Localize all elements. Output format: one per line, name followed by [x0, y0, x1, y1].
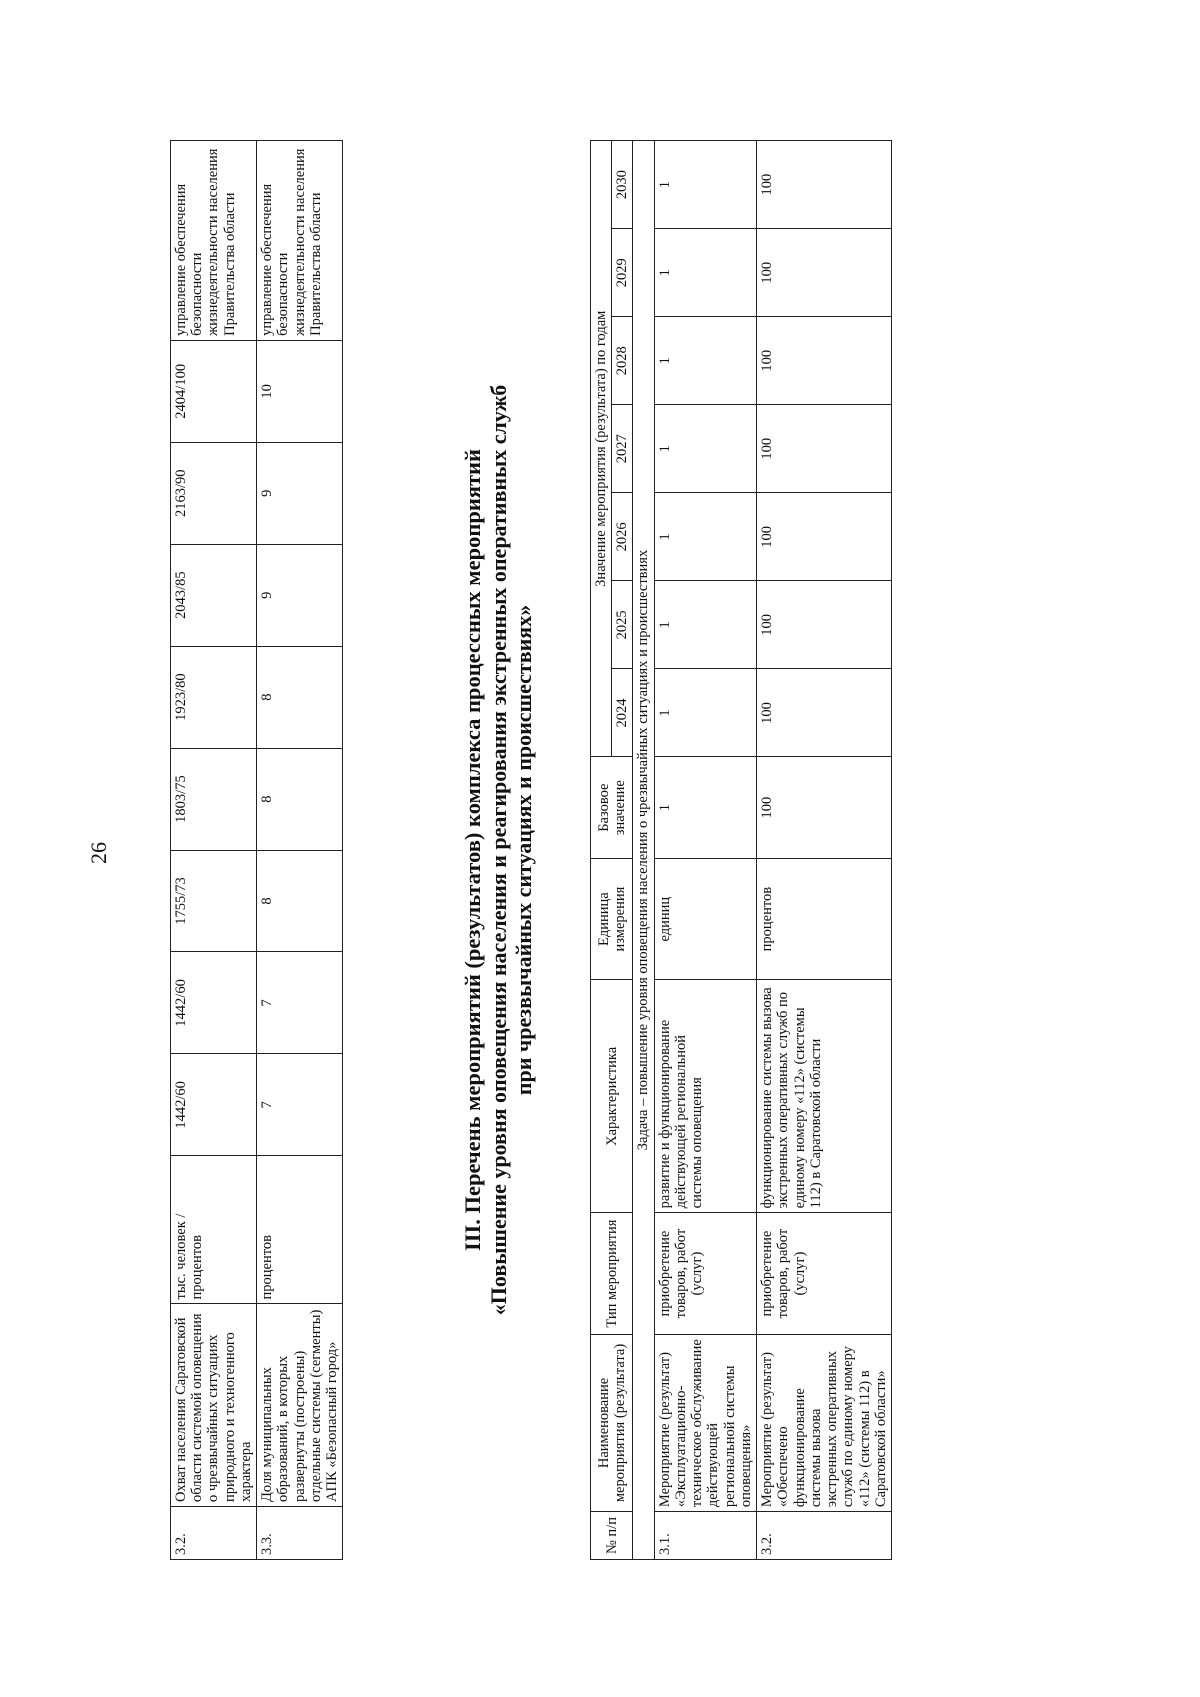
measure-unit: процентов — [757, 858, 892, 980]
indicator-value: 2043/85 — [171, 544, 257, 646]
indicator-value: 10 — [257, 340, 343, 442]
indicator-value: 9 — [257, 442, 343, 544]
measure-year-value: 100 — [757, 141, 892, 229]
measure-year-value: 1 — [654, 141, 756, 229]
header-year: 2027 — [612, 405, 633, 493]
measure-base: 100 — [757, 757, 892, 858]
indicator-value: 1442/60 — [171, 1054, 257, 1156]
measures-table — [590, 140, 892, 1560]
measure-year-value: 1 — [654, 493, 756, 581]
measure-type: приобретение товаров, работ (услуг) — [757, 1213, 892, 1335]
indicator-value: 1755/73 — [171, 850, 257, 952]
measure-type: приобретение товаров, работ (услуг) — [654, 1213, 756, 1335]
header-year: 2024 — [612, 669, 633, 757]
indicators-table-body — [171, 141, 343, 1560]
header-name: Наименование мероприятия (результата) — [591, 1334, 633, 1511]
measure-num: 3.2. — [757, 1512, 892, 1560]
task-text: Задача – повышение уровня оповещения населения о чрезвычайных ситуациях и происшествиях — [633, 141, 654, 1560]
indicator-row — [257, 141, 343, 1560]
indicator-value: 8 — [257, 748, 343, 850]
indicator-responsible: управление обеспечения безопасности жизнедеятельности населения Правительства области — [171, 141, 257, 341]
measure-row — [654, 141, 756, 1560]
measure-unit: единиц — [654, 858, 756, 980]
measure-year-value: 100 — [757, 405, 892, 493]
header-by-years: Значение мероприятия (результата) по годам — [591, 141, 612, 757]
header-year: 2026 — [612, 493, 633, 581]
indicator-value: 2163/90 — [171, 442, 257, 544]
measure-year-value: 100 — [757, 581, 892, 669]
indicator-value: 1442/60 — [171, 952, 257, 1054]
measure-row — [757, 141, 892, 1560]
section-heading — [460, 140, 536, 1560]
header-year: 2028 — [612, 317, 633, 405]
heading-line-2: «Повышение уровня оповещения населения и реагирования экстренных оперативных служб — [485, 384, 511, 1316]
indicators-table — [170, 140, 343, 1560]
indicator-row — [171, 141, 257, 1560]
measure-name: Мероприятие (результат) «Эксплуатационно-техническое обслуживание действующей региональной системы оповещения» — [654, 1334, 756, 1511]
indicator-num: 3.3. — [257, 1507, 343, 1560]
indicator-unit: процентов — [257, 1156, 343, 1304]
header-base: Базовое значение — [591, 757, 633, 858]
measure-num: 3.1. — [654, 1512, 756, 1560]
measure-year-value: 100 — [757, 229, 892, 317]
header-type: Тип мероприятия — [591, 1213, 633, 1335]
measure-year-value: 100 — [757, 317, 892, 405]
indicator-value: 9 — [257, 544, 343, 646]
task-row — [633, 141, 654, 1560]
header-year: 2030 — [612, 141, 633, 229]
header-year: 2025 — [612, 581, 633, 669]
indicator-value: 2404/100 — [171, 340, 257, 442]
measures-table-body — [633, 141, 892, 1560]
rotated-page-content — [120, 140, 1080, 1560]
indicator-name: Охват населения Саратовской области системой оповещения о чрезвычайных ситуациях природного и техногенного характера — [171, 1304, 257, 1507]
indicator-value: 8 — [257, 646, 343, 748]
page-number: 26 — [86, 842, 111, 864]
header-num: № п/п — [591, 1512, 633, 1560]
measure-year-value: 1 — [654, 229, 756, 317]
heading-line-3: при чрезвычайных ситуациях и происшествиях» — [511, 604, 537, 1096]
measure-name: Мероприятие (результат) «Обеспечено функционирование системы вызова экстренных оперативных служб по единому номеру «112» (системы 112) в Саратовской области» — [757, 1334, 892, 1511]
indicator-name: Доля муниципальных образований, в которых развернуты (построены) отдельные системы (сегменты) АПК «Безопасный город» — [257, 1304, 343, 1507]
indicator-unit: тыс. человек / процентов — [171, 1156, 257, 1304]
measure-year-value: 1 — [654, 317, 756, 405]
measure-characteristic: функционирование системы вызова экстренных оперативных служб по единому номеру «112» (системы 112) в Саратовской области — [757, 980, 892, 1213]
indicator-value: 7 — [257, 1054, 343, 1156]
measure-year-value: 1 — [654, 405, 756, 493]
indicator-value: 1923/80 — [171, 646, 257, 748]
measure-base: 1 — [654, 757, 756, 858]
header-unit: Единица измерения — [591, 858, 633, 980]
measure-characteristic: развитие и функционирование действующей региональной системы оповещения — [654, 980, 756, 1213]
indicator-value: 1803/75 — [171, 748, 257, 850]
measure-year-value: 100 — [757, 493, 892, 581]
header-characteristic: Характеристика — [591, 980, 633, 1213]
measure-year-value: 1 — [654, 669, 756, 757]
measures-table-header — [591, 141, 633, 1560]
measure-year-value: 100 — [757, 669, 892, 757]
indicator-value: 7 — [257, 952, 343, 1054]
indicator-num: 3.2. — [171, 1507, 257, 1560]
indicator-value: 8 — [257, 850, 343, 952]
indicator-responsible: управление обеспечения безопасности жизнедеятельности населения Правительства области — [257, 141, 343, 341]
measure-year-value: 1 — [654, 581, 756, 669]
heading-line-1: III. Перечень мероприятий (результатов) комплекса процессных мероприятий — [460, 449, 485, 1251]
header-year: 2029 — [612, 229, 633, 317]
